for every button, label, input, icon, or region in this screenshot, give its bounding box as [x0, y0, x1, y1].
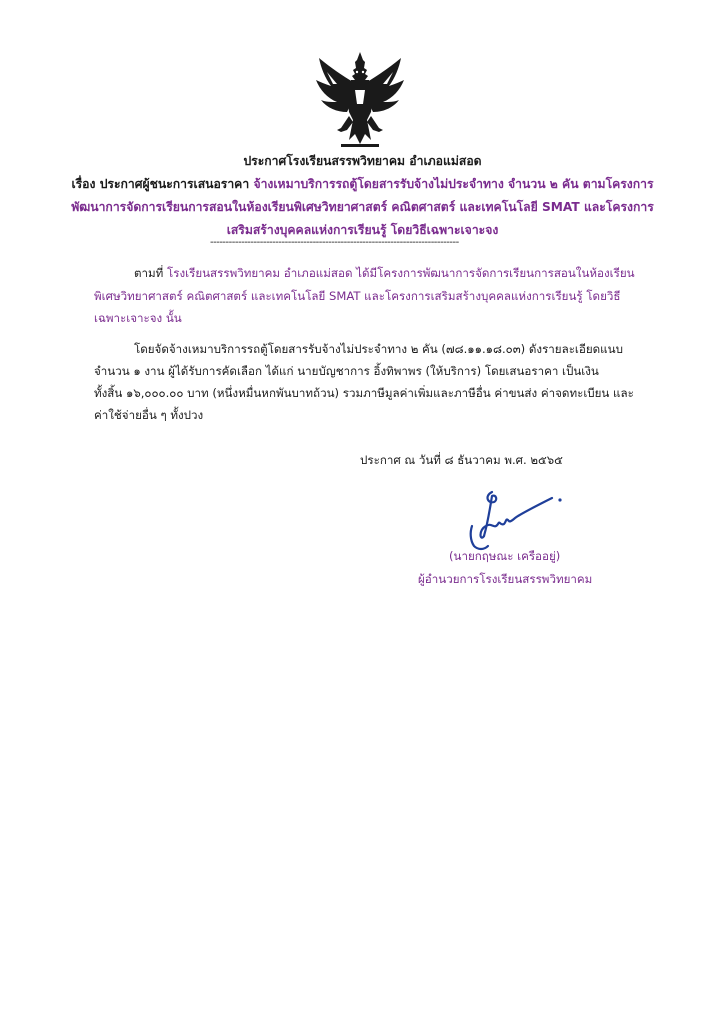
announcement-title: ประกาศโรงเรียนสรรพวิทยาคม อำเภอแม่สอด [243, 154, 482, 168]
subject-text: จ้างเหมาบริการรถตู้โดยสารรับจ้างไม่ประจำทาง จำนวน ๒ คัน ตามโครงการ [253, 177, 654, 191]
paragraph-2-line-4: ค่าใช้จ่ายอื่น ๆ ทั้งปวง [94, 408, 204, 422]
announcement-date: ประกาศ ณ วันที่ ๘ ธันวาคม พ.ศ. ๒๕๖๕ [360, 453, 563, 467]
paragraph-2-line-3: ทั้งสิ้น ๑๖,๐๐๐.๐๐ บาท (หนึ่งหมื่นหกพันบาทถ้วน) รวมภาษีมูลค่าเพิ่มและภาษีอื่น ค่าขนส่ง ค่าจดทะเบียน และ [94, 386, 634, 400]
paragraph-2-line-1: โดยจัดจ้างเหมาบริการรถตู้โดยสารรับจ้างไม่ประจำทาง ๒ คัน (๗๘.๑๑.๑๘.๐๓) ดังรายละเอียดแนบ [134, 342, 623, 356]
subject-line-3: เสริมสร้างบุคคลแห่งการเรียนรู้ โดยวิธีเฉพาะเจาะจง [226, 223, 499, 237]
signatory-name: (นายกฤษณะ เครืออยู่) [449, 549, 561, 563]
subject-line-1 [50, 173, 675, 196]
paragraph-1-line-2: พิเศษวิทยาศาสตร์ คณิตศาสตร์ และเทคโนโลยี SMAT และโครงการเสริมสร้างบุคคลแห่งการเรียนรู้ โดยวิธี [94, 289, 621, 303]
paragraph-1-line-3: เฉพาะเจาะจง นั้น [94, 311, 182, 325]
paragraph-2-line-2: จำนวน ๑ งาน ผู้ได้รับการคัดเลือก ได้แก่ นายบัญชาการ อิ้งทิพาพร (ให้บริการ) โดยเสนอราคา เป็นเงิน [94, 364, 599, 378]
subject-line-2: พัฒนาการจัดการเรียนการสอนในห้องเรียนพิเศษวิทยาศาสตร์ คณิตศาสตร์ และเทคโนโลยี SMAT และโครงการ [71, 200, 654, 214]
garuda-emblem-icon [311, 50, 409, 150]
paragraph-1-line-1: ตามที่ โรงเรียนสรรพวิทยาคม อำเภอแม่สอด ได้มีโครงการพัฒนาการจัดการเรียนการสอนในห้องเรียน [134, 266, 635, 280]
separator-line: -------------------------------------------------------------------------------- [210, 237, 459, 248]
subject-prefix: เรื่อง ประกาศผู้ชนะการเสนอราคา [71, 177, 250, 191]
signatory-position: ผู้อำนวยการโรงเรียนสรรพวิทยาคม [418, 572, 593, 586]
